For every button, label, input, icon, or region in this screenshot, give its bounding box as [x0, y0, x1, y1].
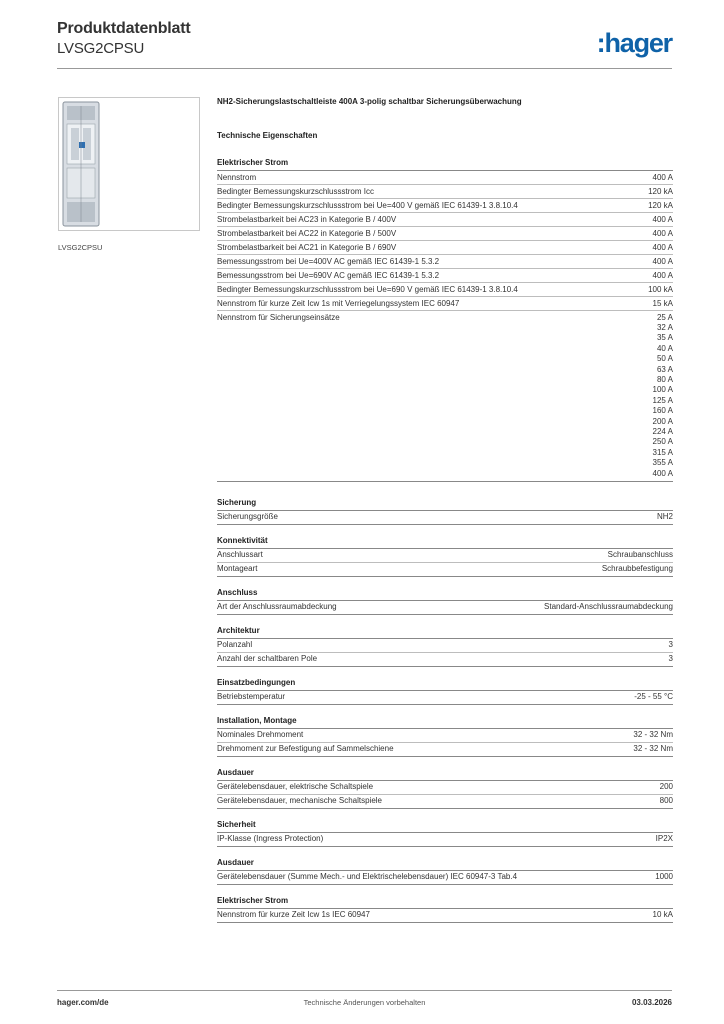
technical-properties-heading: Technische Eigenschaften	[217, 131, 318, 140]
document-title: Produktdatenblatt	[57, 20, 191, 37]
spec-row	[217, 511, 673, 525]
spec-row	[217, 171, 673, 185]
spec-section	[217, 588, 673, 615]
spec-row	[217, 213, 673, 227]
spec-value: 63 A	[656, 364, 673, 374]
spec-value: 32 A	[656, 322, 673, 332]
spec-label: Strombelastbarkeit bei AC22 in Kategorie B / 500V	[217, 228, 397, 238]
spec-section	[217, 896, 673, 923]
spec-value: 120 kA	[648, 186, 673, 196]
spec-section	[217, 768, 673, 809]
main-content	[217, 95, 673, 923]
spec-value: 200 A	[652, 416, 673, 426]
spec-label: Bedingter Bemessungskurzschlussstrom bei Ue=400 V gemäß IEC 61439-1 3.8.10.4	[217, 200, 518, 210]
spec-value: 250 A	[652, 437, 673, 447]
spec-value-list	[653, 313, 673, 480]
spec-row	[217, 601, 673, 615]
spec-value: 355 A	[652, 458, 673, 468]
spec-value: 35 A	[656, 333, 673, 343]
spec-value: 800	[659, 796, 673, 805]
page-header	[57, 20, 672, 68]
spec-value: 125 A	[652, 395, 673, 405]
spec-row	[217, 227, 673, 241]
spec-value: 200	[659, 782, 673, 791]
spec-value: 400 A	[652, 172, 673, 182]
spec-row	[217, 185, 673, 199]
spec-label: Anzahl der schaltbaren Pole	[217, 654, 318, 663]
spec-value: 25 A	[656, 312, 673, 322]
spec-label: Nennstrom	[217, 172, 257, 182]
spec-value: 50 A	[656, 354, 673, 364]
spec-value: 32 - 32 Nm	[633, 744, 673, 753]
spec-section-title: Anschluss	[217, 588, 673, 601]
fuse-switch-illustration	[59, 98, 199, 230]
footer-website: hager.com/de	[57, 998, 109, 1007]
spec-row	[217, 781, 673, 795]
spec-label: Strombelastbarkeit bei AC23 in Kategorie B / 400V	[217, 214, 397, 224]
spec-value: 160 A	[652, 406, 673, 416]
spec-value: 315 A	[652, 447, 673, 457]
spec-value: 40 A	[656, 343, 673, 353]
spec-value: 80 A	[656, 374, 673, 384]
spec-row	[217, 297, 673, 311]
spec-label: Gerätelebensdauer, elektrische Schaltspiele	[217, 782, 374, 791]
spec-value: 400 A	[652, 256, 673, 266]
spec-row	[217, 199, 673, 213]
spec-row	[217, 639, 673, 653]
spec-row	[217, 729, 673, 743]
spec-section	[217, 536, 673, 577]
spec-label: Strombelastbarkeit bei AC21 in Kategorie B / 690V	[217, 242, 397, 252]
spec-value: 120 kA	[648, 200, 673, 210]
spec-value: 100 A	[652, 385, 673, 395]
spec-value: 400 A	[652, 214, 673, 224]
spec-label: IP-Klasse (Ingress Protection)	[217, 834, 324, 843]
spec-label: Bemessungsstrom bei Ue=690V AC gemäß IEC 61439-1 5.3.2	[217, 270, 440, 280]
spec-row	[217, 241, 673, 255]
spec-section	[217, 820, 673, 847]
footer-date: 03.03.2026	[631, 998, 672, 1007]
spec-value: IP2X	[655, 834, 673, 843]
spec-value: 3	[668, 654, 673, 663]
spec-value: 15 kA	[652, 298, 673, 308]
spec-section	[217, 678, 673, 705]
spec-label: Bemessungsstrom bei Ue=400V AC gemäß IEC 61439-1 5.3.2	[217, 256, 440, 266]
spec-row	[217, 871, 673, 885]
spec-row	[217, 255, 673, 269]
spec-row	[217, 283, 673, 297]
product-description: NH2-Sicherungslastschaltleiste 400A 3-polig schaltbar Sicherungsüberwachung	[217, 97, 522, 106]
spec-value: 400 A	[652, 468, 673, 478]
spec-label: Bedingter Bemessungskurzschlussstrom Icc	[217, 186, 374, 196]
spec-label: Nominales Drehmoment	[217, 730, 304, 739]
spec-section-title: Ausdauer	[217, 858, 673, 871]
spec-value: Standard-Anschlussraumabdeckung	[544, 602, 673, 611]
spec-sections	[217, 158, 673, 923]
spec-row	[217, 909, 673, 923]
spec-label: Bedingter Bemessungskurzschlussstrom bei Ue=690 V gemäß IEC 61439-1 3.8.10.4	[217, 284, 518, 294]
spec-section	[217, 498, 673, 525]
spec-label: Gerätelebensdauer, mechanische Schaltspiele	[217, 796, 382, 805]
spec-value: 32 - 32 Nm	[633, 730, 673, 739]
product-code: LVSG2CPSU	[57, 40, 145, 57]
spec-label: Nennstrom für kurze Zeit Icw 1s mit Verriegelungssystem IEC 60947	[217, 298, 460, 308]
spec-label: Nennstrom für Sicherungseinsätze	[217, 312, 340, 322]
spec-section-title: Einsatzbedingungen	[217, 678, 673, 691]
spec-label: Montageart	[217, 564, 258, 573]
product-image-caption: LVSG2CPSU	[58, 243, 103, 252]
spec-label: Art der Anschlussraumabdeckung	[217, 602, 337, 611]
spec-value: 224 A	[652, 426, 673, 436]
spec-label: Sicherungsgröße	[217, 512, 278, 521]
spec-label: Anschlussart	[217, 550, 263, 559]
spec-row	[217, 743, 673, 757]
spec-row	[217, 795, 673, 809]
spec-value: Schraubanschluss	[607, 550, 673, 559]
spec-section-title: Sicherheit	[217, 820, 673, 833]
spec-row	[217, 269, 673, 283]
spec-section	[217, 716, 673, 757]
footer-disclaimer: Technische Änderungen vorbehalten	[303, 998, 426, 1007]
spec-row	[217, 563, 673, 577]
hager-logo: :hager	[596, 28, 672, 58]
spec-label: Nennstrom für kurze Zeit Icw 1s IEC 60947	[217, 910, 370, 919]
spec-value: NH2	[656, 512, 673, 521]
spec-section	[217, 158, 673, 482]
spec-value: 400 A	[652, 270, 673, 280]
spec-label: Gerätelebensdauer (Summe Mech.- und Elektrischelebensdauer) IEC 60947-3 Tab.4	[217, 872, 518, 881]
spec-section-title: Elektrischer Strom	[217, 896, 673, 909]
spec-value: 3	[668, 640, 673, 649]
spec-value: 1000	[655, 872, 673, 881]
spec-section-title: Elektrischer Strom	[217, 158, 673, 171]
spec-value: 400 A	[652, 242, 673, 252]
spec-value: 10 kA	[652, 910, 673, 919]
spec-section	[217, 858, 673, 885]
spec-section-title: Konnektivität	[217, 536, 673, 549]
spec-row	[217, 311, 673, 482]
spec-value: Schraubbefestigung	[601, 564, 673, 573]
spec-value: 400 A	[652, 228, 673, 238]
footer-divider	[57, 990, 672, 991]
spec-section	[217, 626, 673, 667]
product-image	[58, 97, 200, 231]
spec-value: -25 - 55 °C	[634, 692, 673, 701]
spec-section-title: Ausdauer	[217, 768, 673, 781]
spec-label: Polanzahl	[217, 640, 253, 649]
spec-section-title: Sicherung	[217, 498, 673, 511]
spec-row	[217, 691, 673, 705]
spec-row	[217, 653, 673, 667]
spec-label: Betriebstemperatur	[217, 692, 286, 701]
spec-row	[217, 549, 673, 563]
spec-section-title: Installation, Montage	[217, 716, 673, 729]
spec-row	[217, 833, 673, 847]
header-divider	[57, 68, 672, 69]
spec-label: Drehmoment zur Befestigung auf Sammelschiene	[217, 744, 394, 753]
spec-value: 100 kA	[648, 284, 673, 294]
spec-section-title: Architektur	[217, 626, 673, 639]
